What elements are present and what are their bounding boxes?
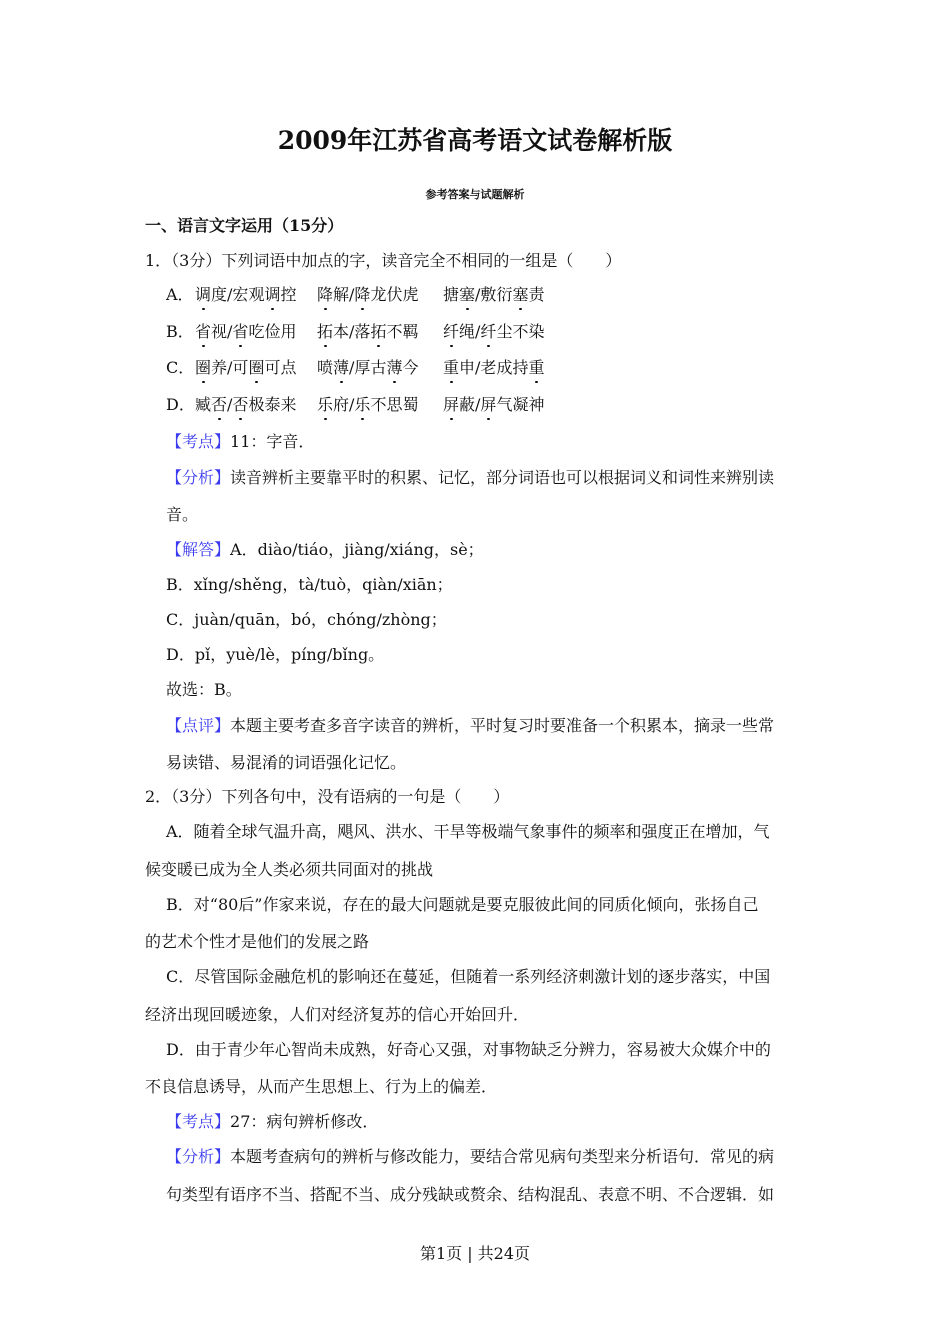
q1-answer: 故选：B。 — [166, 680, 242, 699]
dotted-char: 乐 — [317, 395, 334, 414]
jieda-tag: 【解答】 — [166, 540, 231, 559]
q1-jieda — [166, 539, 484, 561]
q1-fenxi-cont: 音。 — [166, 505, 199, 524]
word-group: 重申/老成持重 — [443, 358, 545, 377]
word-group: 乐府/乐不思蜀 — [317, 395, 419, 414]
q1-option-d — [166, 394, 545, 416]
q1-fenxi — [166, 467, 774, 489]
document-title: 2009年江苏省高考语文试卷解析版 — [277, 126, 673, 155]
dotted-char: 纤 — [443, 322, 460, 341]
dotted-char: 薄 — [333, 358, 350, 377]
dotted-char: 薄 — [386, 358, 403, 377]
dotted-char: 调 — [195, 285, 212, 304]
q1-jieda-line: C．juàn/quān，bó，chóng/zhòng； — [166, 610, 447, 629]
word-group: 拓本/落拓不羁 — [317, 322, 419, 341]
question-1-stem: 1．（3分）下列词语中加点的字，读音完全不相同的一组是（ ） — [145, 251, 622, 270]
word-group: 省视/省吃俭用 — [195, 322, 297, 341]
dotted-char: 圈 — [195, 358, 212, 377]
dotted-char: 否 — [211, 395, 228, 414]
q1-option-a — [166, 284, 545, 306]
question-2-stem: 2．（3分）下列各句中，没有语病的一句是（ ） — [145, 787, 510, 806]
q2-option-a: A．随着全球气温升高，飓风、洪水、干旱等极端气象事件的频率和强度正在增加，气 — [166, 822, 770, 841]
q2-option-c: C．尽管国际金融危机的影响还在蔓延，但随着一系列经济刺激计划的逐步落实，中国 — [166, 967, 771, 986]
q2-fenxi-cont: 句类型有语序不当、搭配不当、成分残缺或赘余、结构混乱、表意不明、不合逻辑．如 — [166, 1185, 775, 1204]
dotted-char: 降 — [354, 285, 371, 304]
q2-fenxi — [166, 1146, 774, 1168]
dianping-tag: 【点评】 — [166, 716, 231, 735]
q2-option-d: D．由于青少年心智尚未成熟，好奇心又强，对事物缺乏分辨力，容易被大众媒介中的 — [166, 1040, 771, 1059]
word-group: 喷薄/厚古薄今 — [317, 358, 419, 377]
dotted-char: 调 — [264, 285, 281, 304]
q2-option-a-cont: 候变暖已成为全人类必须共同面对的挑战 — [145, 860, 434, 879]
fenxi-text: 读音辨析主要靠平时的积累、记忆，部分词语也可以根据词义和词性来辨别读 — [230, 468, 775, 487]
page-footer: 第1页 | 共24页 — [419, 1244, 531, 1263]
dianping-text: 本题主要考查多音字读音的辨析，平时复习时要准备一个积累本，摘录一些常 — [230, 716, 775, 735]
q2-option-b-cont: 的艺术个性才是他们的发展之路 — [145, 932, 370, 951]
option-label: D． — [166, 395, 195, 414]
q1-dianping-cont: 易读错、易混淆的词语强化记忆。 — [166, 753, 407, 772]
q1-option-c — [166, 357, 545, 379]
q1-dianping — [166, 715, 774, 737]
word-group: 臧否/否极泰来 — [195, 395, 297, 414]
q2-option-c-cont: 经济出现回暖迹象，人们对经济复苏的信心开始回升． — [145, 1005, 530, 1024]
word-group: 纤绳/纤尘不染 — [443, 322, 545, 341]
q2-kaodian — [166, 1111, 378, 1133]
dotted-char: 重 — [443, 358, 460, 377]
fenxi-tag: 【分析】 — [166, 468, 231, 487]
word-group: 屏蔽/屏气凝神 — [443, 395, 545, 414]
dotted-char: 省 — [195, 322, 212, 341]
kaodian-tag: 【考点】 — [166, 432, 231, 451]
document-subtitle: 参考答案与试题解析 — [425, 188, 525, 201]
dotted-char: 圈 — [248, 358, 265, 377]
dotted-char: 拓 — [370, 322, 387, 341]
option-label: B． — [166, 322, 194, 341]
q2-option-b: B．对“80后”作家来说，存在的最大问题就是要克服彼此间的同质化倾向，张扬自己 — [166, 895, 759, 914]
q1-option-b — [166, 321, 545, 343]
dotted-char: 屏 — [480, 395, 497, 414]
dotted-char: 降 — [317, 285, 334, 304]
dotted-char: 重 — [528, 358, 545, 377]
word-group: 调度/宏观调控 — [195, 285, 297, 304]
option-label: C． — [166, 358, 195, 377]
word-group: 圈养/可圈可点 — [195, 358, 297, 377]
dotted-char: 拓 — [317, 322, 334, 341]
q1-kaodian — [166, 431, 314, 453]
option-label: A． — [166, 285, 194, 304]
kaodian-text: 27：病句辨析修改． — [230, 1112, 379, 1131]
dotted-char: 省 — [232, 322, 249, 341]
jieda-text: A．diào/tiáo，jiàng/xiáng，sè； — [230, 540, 484, 559]
dotted-char: 塞 — [512, 285, 529, 304]
kaodian-text: 11：字音． — [230, 432, 315, 451]
fenxi-tag: 【分析】 — [166, 1147, 231, 1166]
dotted-char: 纤 — [480, 322, 497, 341]
word-group: 搪塞/敷衍塞责 — [443, 285, 545, 304]
dotted-char: 塞 — [459, 285, 476, 304]
q1-jieda-line: D．pǐ，yuè/lè，píng/bǐng。 — [166, 645, 385, 664]
q2-option-d-cont: 不良信息诱导，从而产生思想上、行为上的偏差． — [145, 1077, 498, 1096]
dotted-char: 否 — [232, 395, 249, 414]
fenxi-text: 本题考查病句的辨析与修改能力，要结合常见病句类型来分析语句．常见的病 — [230, 1147, 775, 1166]
q1-jieda-line: B．xǐng/shěng，tà/tuò，qiàn/xiān； — [166, 575, 453, 594]
section-heading: 一、语言文字运用（15分） — [145, 216, 344, 235]
word-group: 降解/降龙伏虎 — [317, 285, 419, 304]
kaodian-tag: 【考点】 — [166, 1112, 231, 1131]
dotted-char: 乐 — [354, 395, 371, 414]
dotted-char: 屏 — [443, 395, 460, 414]
